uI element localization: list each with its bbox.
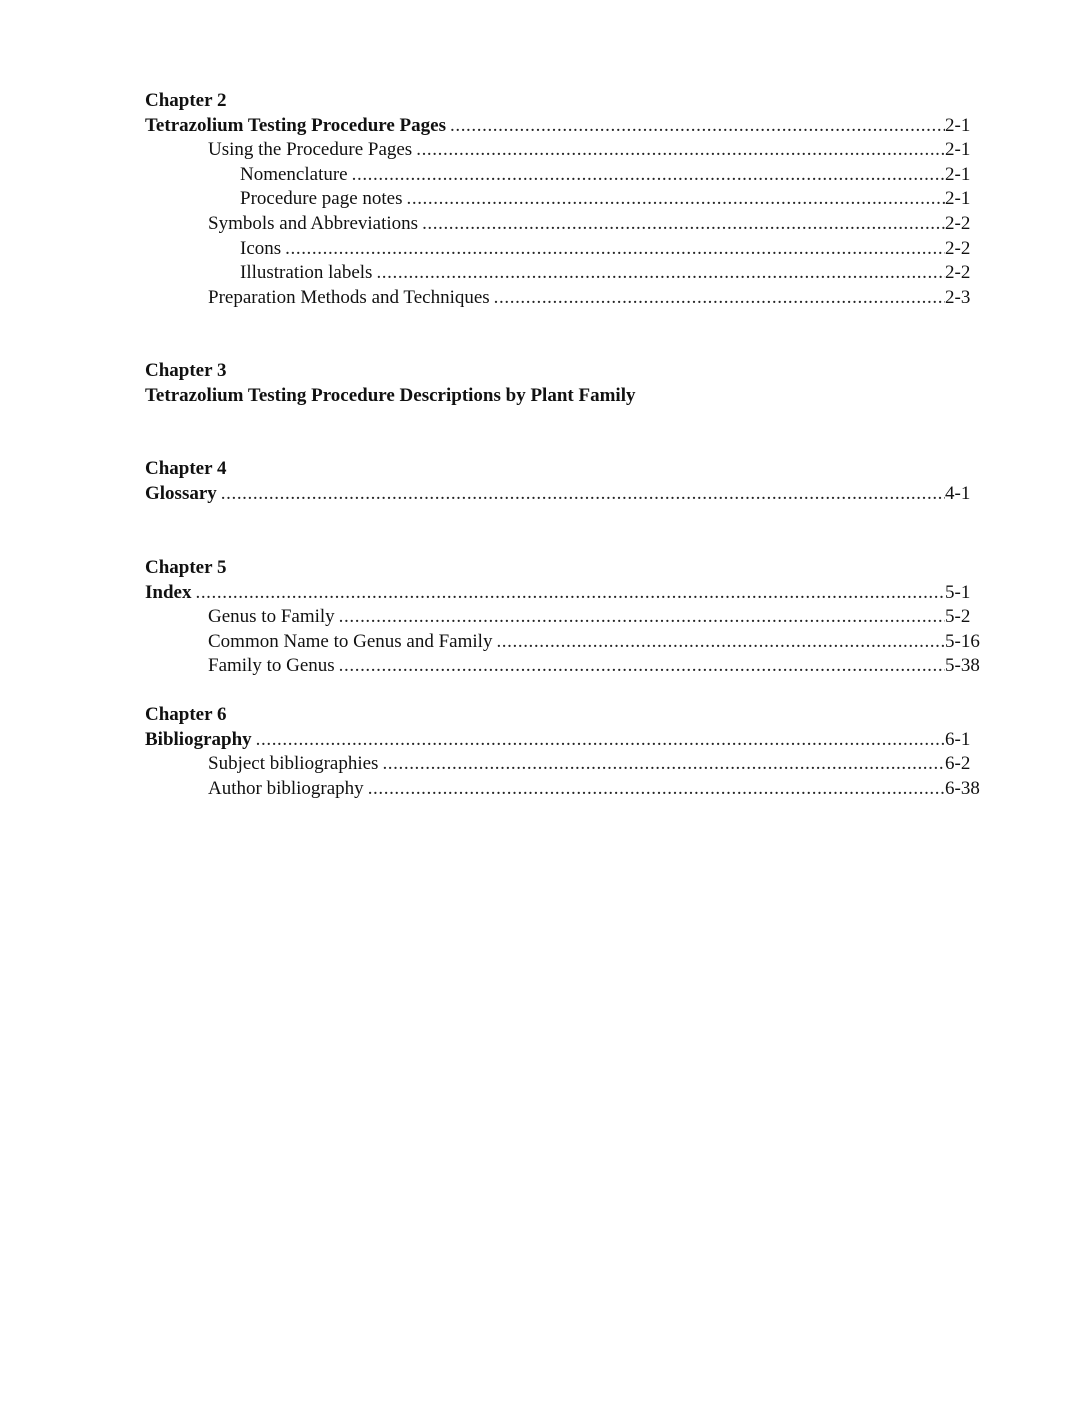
toc-entry-title: Glossary — [145, 482, 221, 507]
chapter-4-section — [145, 457, 985, 506]
chapter-3-section — [145, 359, 985, 408]
toc-entry-page: 2-1 — [945, 188, 971, 210]
toc-entry-page: 5-16 — [945, 630, 980, 652]
dot-leader — [376, 261, 945, 286]
toc-entry-title: Using the Procedure Pages — [208, 138, 416, 163]
toc-entry-page: 2-2 — [945, 212, 971, 234]
toc-entry[interactable] — [145, 777, 985, 802]
toc-entry-title: Index — [145, 581, 195, 606]
toc-entry-title: Symbols and Abbreviations — [208, 212, 422, 237]
toc-entry-title: Icons — [240, 237, 285, 262]
toc-entry-title: Common Name to Genus and Family — [208, 630, 496, 655]
chapter-label: Chapter 3 — [145, 360, 227, 381]
dot-leader — [422, 212, 945, 237]
dot-leader — [195, 581, 945, 606]
toc-entry[interactable] — [145, 728, 985, 753]
chapter-label: Chapter 4 — [145, 458, 227, 479]
toc-entry-title: Genus to Family — [208, 605, 339, 630]
dot-leader — [368, 777, 945, 802]
toc-entry[interactable] — [145, 138, 985, 163]
toc-entry[interactable] — [145, 286, 985, 311]
dot-leader — [256, 728, 945, 753]
toc-entry[interactable] — [145, 163, 985, 188]
toc-entry[interactable] — [145, 237, 985, 262]
dot-leader — [382, 752, 945, 777]
toc-entry-page: 5-1 — [945, 581, 971, 603]
toc-entry[interactable] — [145, 187, 985, 212]
chapter-6-section — [145, 703, 985, 801]
toc-entry[interactable] — [145, 114, 985, 139]
toc-entry-page: 2-2 — [945, 262, 971, 284]
toc-entry-page: 2-3 — [945, 286, 971, 308]
toc-entry-title: Author bibliography — [208, 777, 368, 802]
toc-entry-page: 5-38 — [945, 655, 980, 677]
dot-leader — [494, 286, 945, 311]
toc-entry[interactable] — [145, 482, 985, 507]
toc-entry-page: 2-1 — [945, 114, 971, 136]
toc-entry-title: Illustration labels — [240, 261, 376, 286]
dot-leader — [221, 482, 945, 507]
dot-leader — [339, 654, 945, 679]
toc-entry[interactable] — [145, 605, 985, 630]
chapter-2-section — [145, 89, 985, 310]
toc-entry-title: Family to Genus — [208, 654, 339, 679]
toc-entry-page: 6-2 — [945, 753, 971, 775]
toc-entry[interactable] — [145, 630, 985, 655]
chapter-label: Chapter 6 — [145, 704, 227, 725]
toc-entry-title: Bibliography — [145, 728, 256, 753]
toc-entry-title: Nomenclature — [240, 163, 352, 188]
toc-entry[interactable] — [145, 261, 985, 286]
chapter-label: Chapter 5 — [145, 557, 227, 578]
toc-entry-page: 4-1 — [945, 482, 971, 504]
toc-entry-page: 2-2 — [945, 237, 971, 259]
dot-leader — [285, 237, 945, 262]
chapter-heading[interactable]: Tetrazolium Testing Procedure Descriptions by Plant Family — [145, 384, 636, 406]
toc-entry[interactable] — [145, 752, 985, 777]
toc-entry-title: Tetrazolium Testing Procedure Pages — [145, 114, 450, 139]
dot-leader — [450, 114, 945, 139]
chapter-5-section — [145, 556, 985, 679]
toc-entry-title: Procedure page notes — [240, 187, 407, 212]
dot-leader — [416, 138, 945, 163]
toc-entry[interactable] — [145, 212, 985, 237]
toc-entry-page: 5-2 — [945, 606, 971, 628]
toc-entry-page: 2-1 — [945, 139, 971, 161]
toc-entry-title: Subject bibliographies — [208, 752, 382, 777]
dot-leader — [339, 605, 945, 630]
dot-leader — [496, 630, 945, 655]
toc-entry-page: 6-38 — [945, 777, 980, 799]
toc-entry-title: Preparation Methods and Techniques — [208, 286, 494, 311]
dot-leader — [352, 163, 945, 188]
toc-entry[interactable] — [145, 654, 985, 679]
chapter-label: Chapter 2 — [145, 90, 227, 111]
toc-entry-page: 6-1 — [945, 728, 971, 750]
dot-leader — [407, 187, 946, 212]
toc-entry[interactable] — [145, 581, 985, 606]
toc-entry-page: 2-1 — [945, 163, 971, 185]
